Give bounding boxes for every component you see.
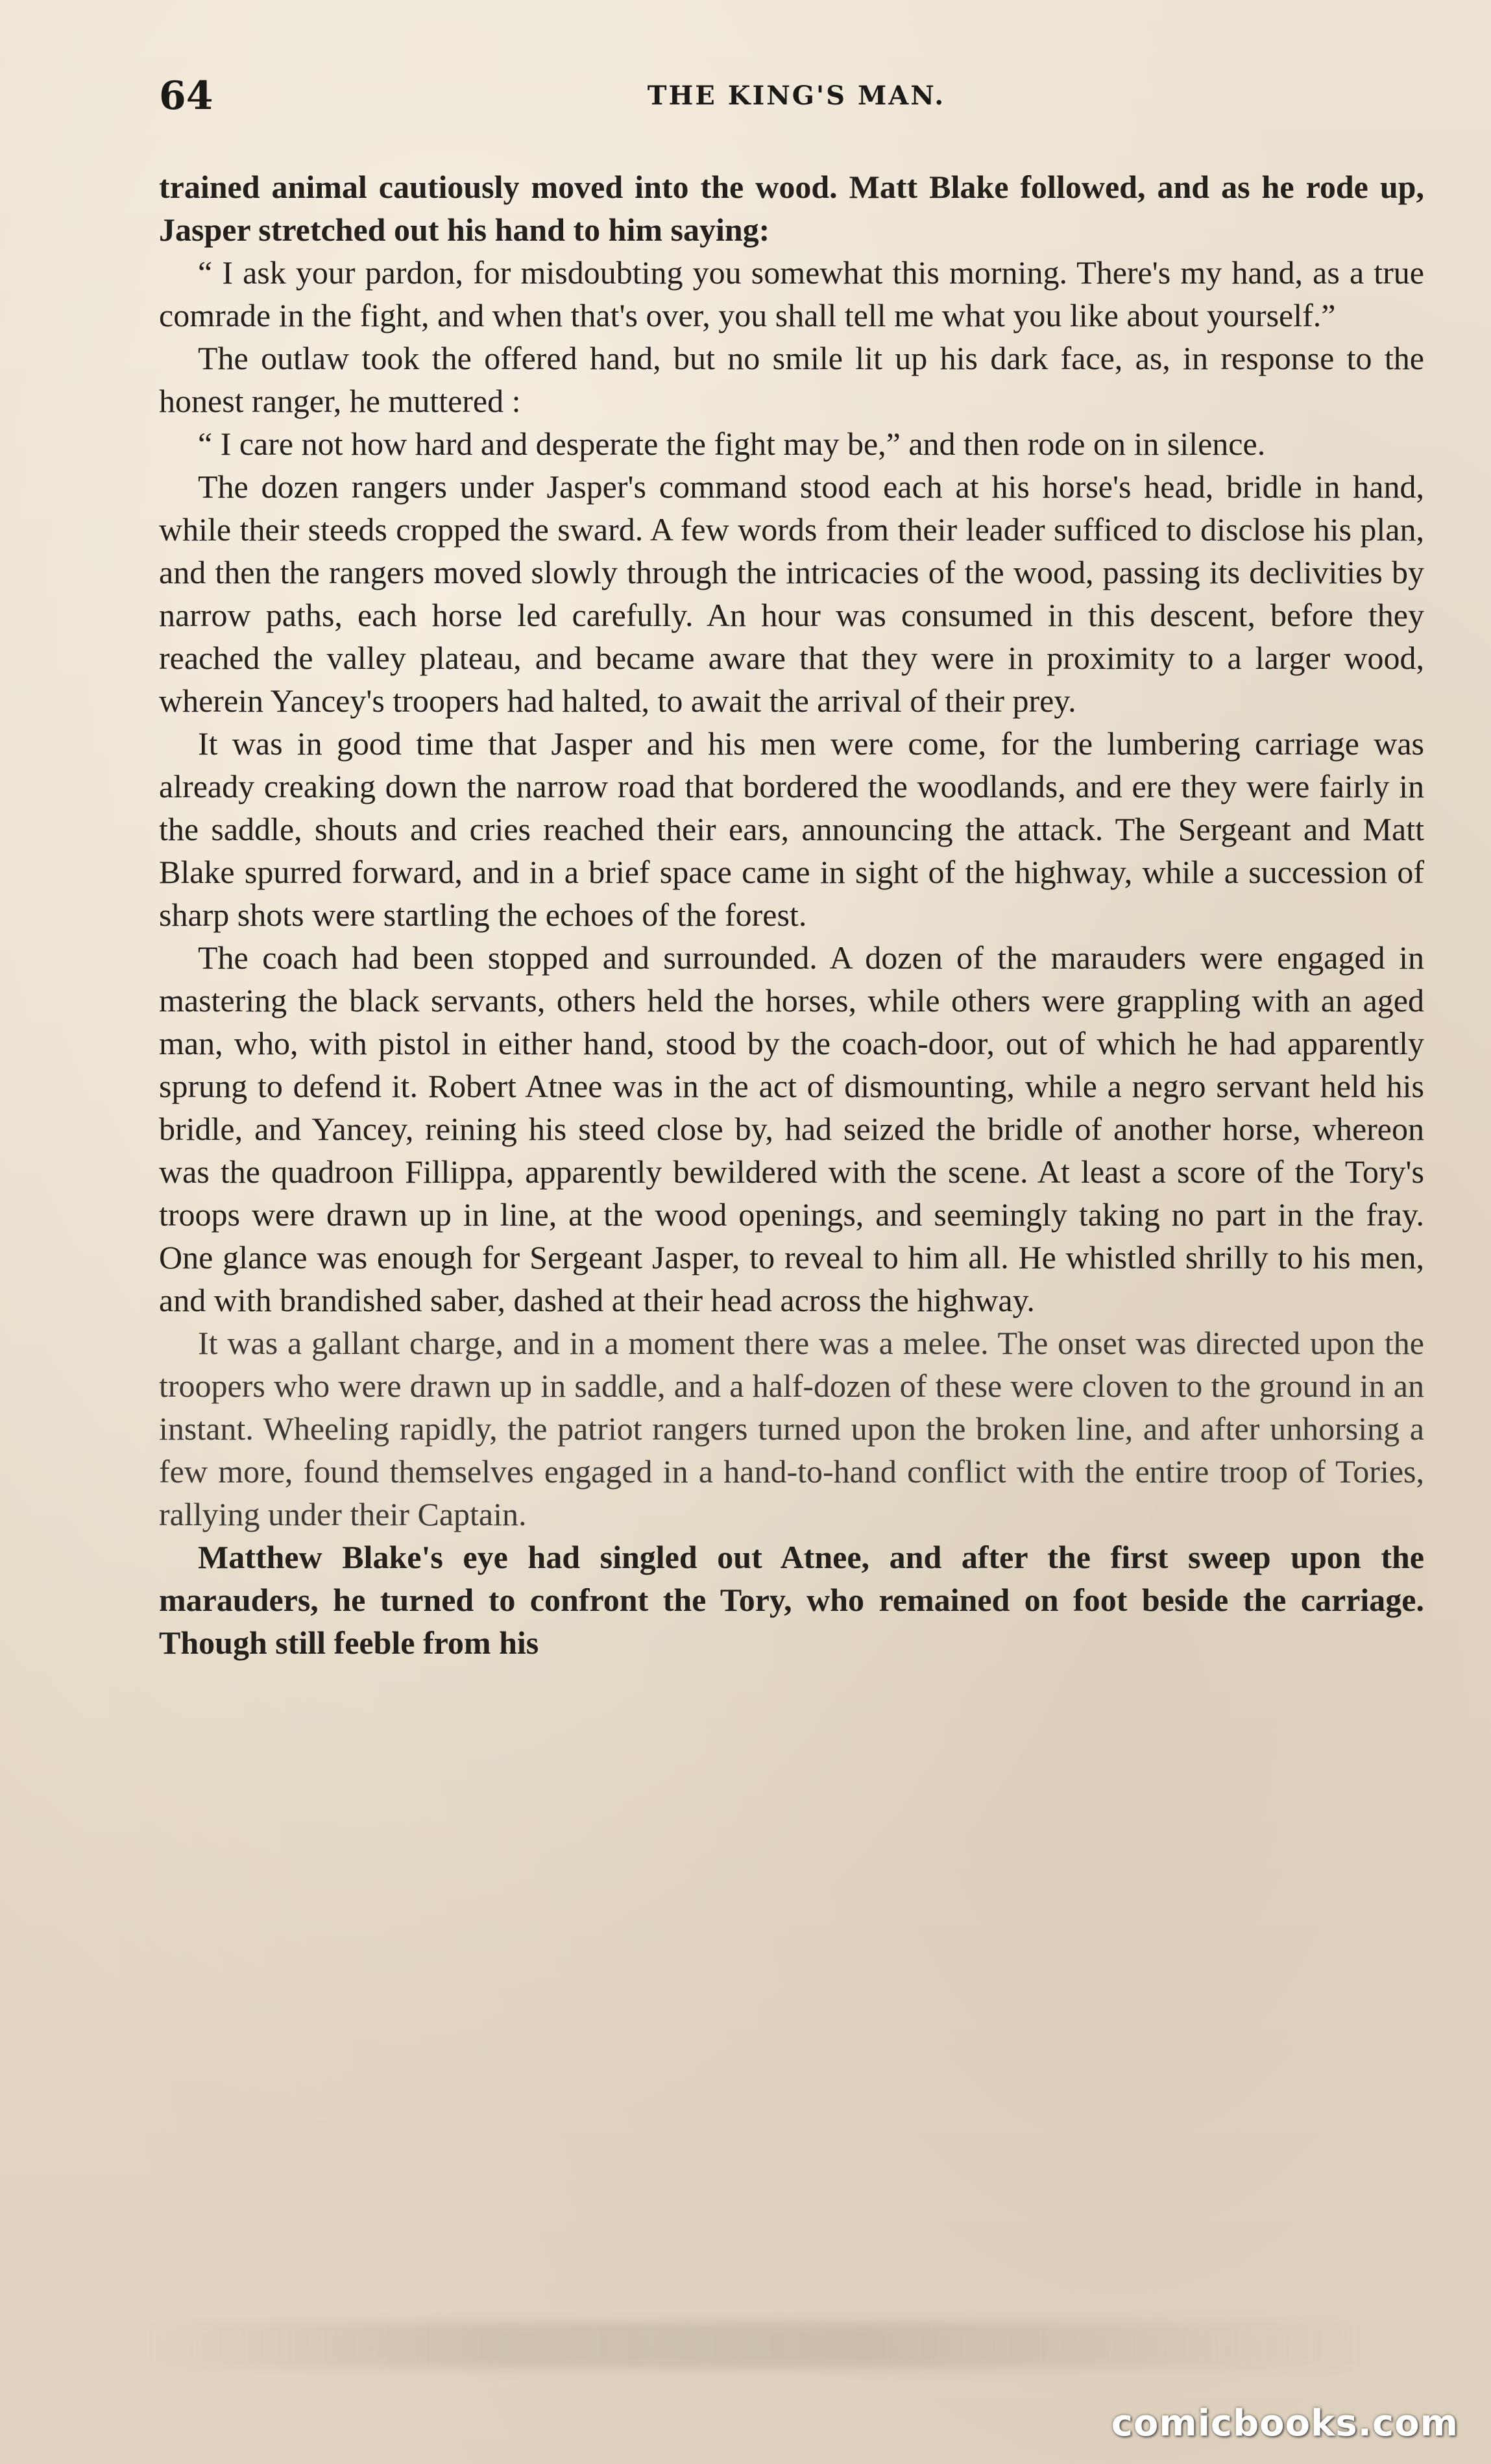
paragraph: The dozen rangers under Jasper's command stood each at his horse's head, bridle in hand, while their steeds cropped the sward. A few words from their leader sufficed to disclose his plan, and then the rangers moved slowly through the intricacies of the wood, passing its declivities by narrow paths, each horse led carefully. An hour was consumed in this descent, before they reached the valley plateau, and became aware that they were in proximity to a larger wood, wherein Yancey's troopers had halted, to await the arrival of their prey.	[159, 468, 1424, 719]
paragraph: The coach had been stopped and surrounded. A dozen of the marauders were engaged in mastering the black servants, others held the horses, while others were grappling with an aged man, who, with pistol in either hand, stood by the coach-door, out of which he had apparently sprung to defend it. Robert Atnee was in the act of dismounting, while a negro servant held his bridle, and Yancey, reining his steed close by, had seized the bridle of another horse, whereon was the quadroon Fillippa, apparently bewildered with the scene. At least a score of the Tory's troops were drawn up in line, at the wood openings, and seemingly taking no part in the fray. One glance was enough for Sergeant Jasper, to reveal to him all. He whistled shrilly to his men, and with brandished saber, dashed at their head across the highway.	[159, 939, 1424, 1318]
paragraph: “ I ask your pardon, for misdoubting you somewhat this morning. There's my hand, as a true comrade in the fight, and when that's over, you shall tell me what you like about yourself.”	[159, 254, 1424, 333]
paragraph: It was a gallant charge, and in a moment there was a melee. The onset was directed upon the troopers who were drawn up in saddle, and a half-dozen of these were cloven to the ground in an instant. Wheeling rapidly, the patriot rangers turned upon the broken line, and after unhorsing a few more, found themselves engaged in a hand-to-hand conflict with the entire troop of Tories, rallying under their Captain.	[159, 1325, 1424, 1532]
paragraph: It was in good time that Jasper and his men were come, for the lumbering carriage was already creaking down the narrow road that bordered the woodlands, and ere they were fairly in the saddle, shouts and cries reached their ears, announcing the attack. The Sergeant and Matt Blake spurred forward, and in a brief space came in sight of the highway, while a succession of sharp shots were startling the echoes of the forest.	[159, 725, 1424, 933]
running-head: THE KING'S MAN.	[647, 80, 946, 111]
paragraph: The outlaw took the offered hand, but no smile lit up his dark face, as, in response to the honest ranger, he muttered :	[159, 340, 1424, 419]
body-text	[159, 165, 1424, 1664]
paragraph: Matthew Blake's eye had singled out Atnee, and after the first sweep upon the marauders, he turned to confront the Tory, who remained on foot beside the carriage. Though still feeble from his	[159, 1539, 1424, 1661]
page-number: 64	[159, 73, 213, 119]
page-header	[159, 70, 1434, 122]
paragraph: “ I care not how hard and desperate the fight may be,” and then rode on in silence.	[198, 426, 1266, 462]
watermark: comicbooks.com	[1111, 2402, 1459, 2445]
paragraph: trained animal cautiously moved into the wood. Matt Blake followed, and as he rode up, Jasper stretched out his hand to him saying:	[159, 169, 1424, 248]
bottom-smudge	[130, 2323, 1363, 2368]
